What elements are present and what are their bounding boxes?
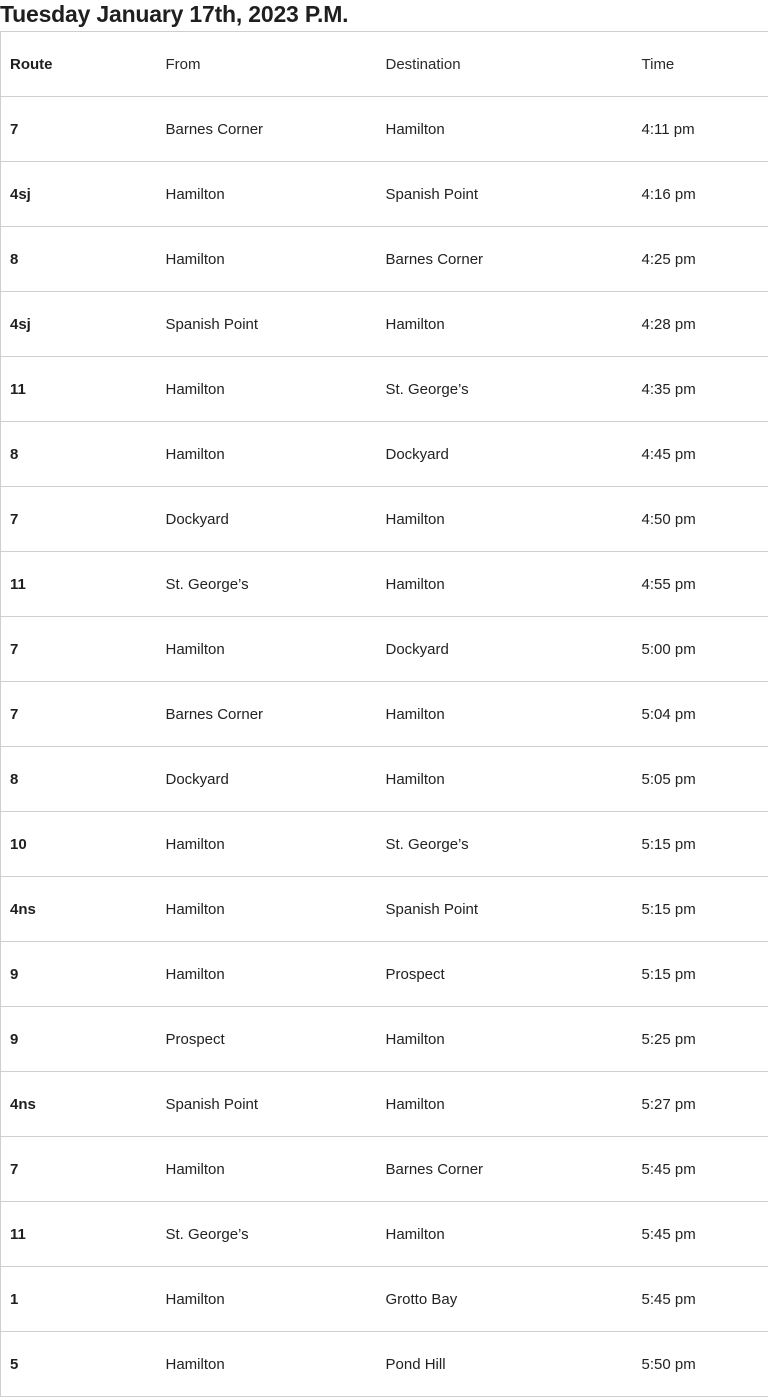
cell-from: Dockyard bbox=[157, 747, 377, 812]
cell-time: 4:28 pm bbox=[633, 292, 768, 357]
cell-route: 7 bbox=[1, 682, 157, 747]
cell-from: Hamilton bbox=[157, 1332, 377, 1397]
cell-route: 4sj bbox=[1, 162, 157, 227]
column-header-destination: Destination bbox=[377, 32, 633, 97]
cell-destination: Hamilton bbox=[377, 747, 633, 812]
cell-route: 5 bbox=[1, 1332, 157, 1397]
cell-route: 4sj bbox=[1, 292, 157, 357]
cell-destination: Hamilton bbox=[377, 292, 633, 357]
table-row bbox=[1, 1332, 768, 1397]
cell-from: Spanish Point bbox=[157, 292, 377, 357]
column-header-from: From bbox=[157, 32, 377, 97]
cell-destination: Hamilton bbox=[377, 682, 633, 747]
header-row bbox=[1, 32, 768, 97]
table-row bbox=[1, 552, 768, 617]
cell-time: 5:04 pm bbox=[633, 682, 768, 747]
cell-time: 4:55 pm bbox=[633, 552, 768, 617]
cell-time: 5:15 pm bbox=[633, 812, 768, 877]
cell-route: 4ns bbox=[1, 877, 157, 942]
cell-route: 4ns bbox=[1, 1072, 157, 1137]
table-row bbox=[1, 877, 768, 942]
cell-route: 7 bbox=[1, 1137, 157, 1202]
cell-time: 5:00 pm bbox=[633, 617, 768, 682]
cell-from: St. George’s bbox=[157, 1202, 377, 1267]
cell-destination: St. George’s bbox=[377, 357, 633, 422]
bus-schedule-table bbox=[0, 31, 768, 1397]
cell-from: Hamilton bbox=[157, 812, 377, 877]
cell-route: 10 bbox=[1, 812, 157, 877]
cell-time: 4:35 pm bbox=[633, 357, 768, 422]
cell-destination: Hamilton bbox=[377, 97, 633, 162]
cell-from: Hamilton bbox=[157, 877, 377, 942]
cell-route: 9 bbox=[1, 1007, 157, 1072]
cell-destination: Hamilton bbox=[377, 1007, 633, 1072]
cell-from: Hamilton bbox=[157, 942, 377, 1007]
cell-from: Hamilton bbox=[157, 357, 377, 422]
cell-destination: Prospect bbox=[377, 942, 633, 1007]
table-row bbox=[1, 617, 768, 682]
cell-from: Barnes Corner bbox=[157, 97, 377, 162]
cell-from: Hamilton bbox=[157, 162, 377, 227]
page-title: Tuesday January 17th, 2023 P.M. bbox=[0, 1, 349, 27]
cell-time: 5:45 pm bbox=[633, 1267, 768, 1332]
cell-destination: Spanish Point bbox=[377, 162, 633, 227]
cell-time: 4:50 pm bbox=[633, 487, 768, 552]
table-row bbox=[1, 747, 768, 812]
table-row bbox=[1, 1072, 768, 1137]
cell-time: 4:16 pm bbox=[633, 162, 768, 227]
table-body bbox=[1, 97, 768, 1397]
cell-route: 9 bbox=[1, 942, 157, 1007]
cell-route: 7 bbox=[1, 487, 157, 552]
cell-route: 8 bbox=[1, 227, 157, 292]
cell-destination: St. George’s bbox=[377, 812, 633, 877]
column-header-route: Route bbox=[1, 32, 157, 97]
cell-destination: Dockyard bbox=[377, 422, 633, 487]
cell-time: 4:45 pm bbox=[633, 422, 768, 487]
cell-time: 5:25 pm bbox=[633, 1007, 768, 1072]
cell-from: Hamilton bbox=[157, 617, 377, 682]
cell-route: 8 bbox=[1, 747, 157, 812]
cell-destination: Barnes Corner bbox=[377, 227, 633, 292]
table-row bbox=[1, 942, 768, 1007]
cell-from: Spanish Point bbox=[157, 1072, 377, 1137]
cell-from: St. George’s bbox=[157, 552, 377, 617]
cell-destination: Pond Hill bbox=[377, 1332, 633, 1397]
table-row bbox=[1, 162, 768, 227]
cell-destination: Hamilton bbox=[377, 1072, 633, 1137]
cell-route: 11 bbox=[1, 357, 157, 422]
cell-from: Hamilton bbox=[157, 422, 377, 487]
table-row bbox=[1, 292, 768, 357]
cell-time: 5:05 pm bbox=[633, 747, 768, 812]
cell-destination: Dockyard bbox=[377, 617, 633, 682]
cell-from: Hamilton bbox=[157, 227, 377, 292]
cell-route: 8 bbox=[1, 422, 157, 487]
cell-from: Hamilton bbox=[157, 1137, 377, 1202]
cell-time: 5:27 pm bbox=[633, 1072, 768, 1137]
cell-time: 4:25 pm bbox=[633, 227, 768, 292]
cell-route: 11 bbox=[1, 1202, 157, 1267]
cell-time: 5:45 pm bbox=[633, 1202, 768, 1267]
table-row bbox=[1, 487, 768, 552]
cell-route: 7 bbox=[1, 617, 157, 682]
column-header-time: Time bbox=[633, 32, 768, 97]
cell-destination: Hamilton bbox=[377, 1202, 633, 1267]
table-row bbox=[1, 812, 768, 877]
cell-time: 5:15 pm bbox=[633, 942, 768, 1007]
cell-destination: Spanish Point bbox=[377, 877, 633, 942]
table-row bbox=[1, 357, 768, 422]
table-row bbox=[1, 97, 768, 162]
cell-from: Barnes Corner bbox=[157, 682, 377, 747]
cell-time: 5:45 pm bbox=[633, 1137, 768, 1202]
table-row bbox=[1, 1267, 768, 1332]
cell-destination: Grotto Bay bbox=[377, 1267, 633, 1332]
cell-route: 1 bbox=[1, 1267, 157, 1332]
cell-from: Prospect bbox=[157, 1007, 377, 1072]
table-row bbox=[1, 422, 768, 487]
cell-destination: Hamilton bbox=[377, 487, 633, 552]
cell-time: 4:11 pm bbox=[633, 97, 768, 162]
table-row bbox=[1, 1202, 768, 1267]
table-row bbox=[1, 227, 768, 292]
cell-time: 5:15 pm bbox=[633, 877, 768, 942]
table-row bbox=[1, 1007, 768, 1072]
cell-route: 11 bbox=[1, 552, 157, 617]
cell-destination: Barnes Corner bbox=[377, 1137, 633, 1202]
table-row bbox=[1, 682, 768, 747]
cell-from: Hamilton bbox=[157, 1267, 377, 1332]
cell-from: Dockyard bbox=[157, 487, 377, 552]
cell-destination: Hamilton bbox=[377, 552, 633, 617]
table-row bbox=[1, 1137, 768, 1202]
cell-route: 7 bbox=[1, 97, 157, 162]
cell-time: 5:50 pm bbox=[633, 1332, 768, 1397]
table-header bbox=[1, 32, 768, 97]
